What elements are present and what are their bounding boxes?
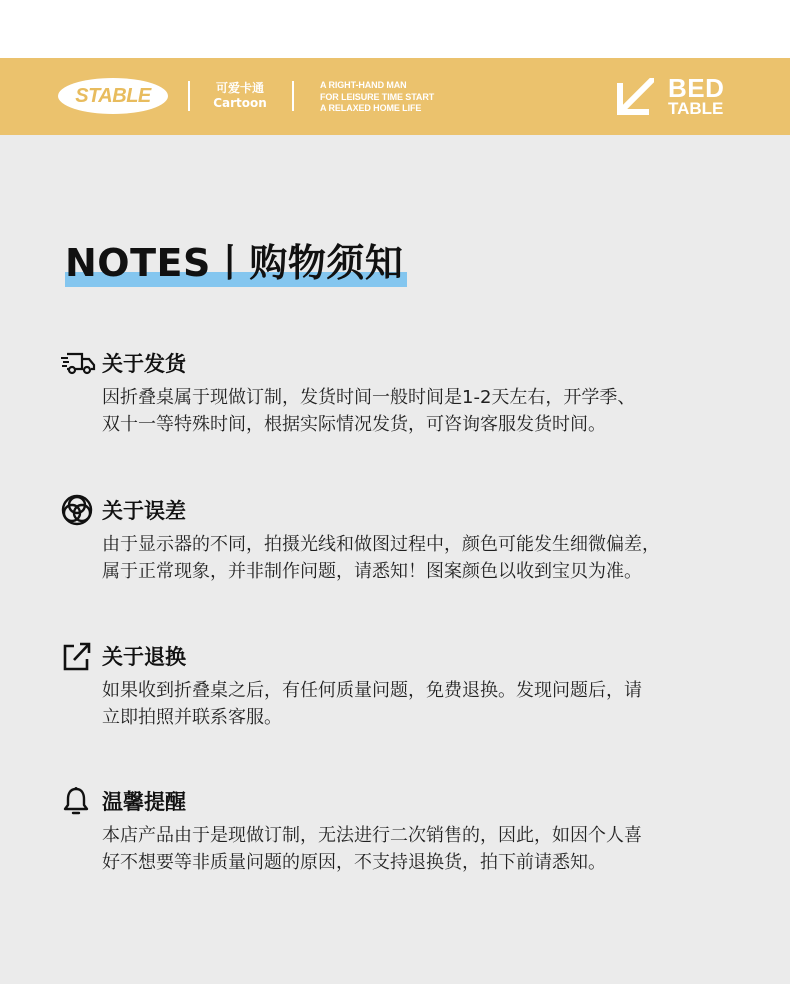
arrow-down-left-icon bbox=[616, 78, 654, 116]
body-line: 双十一等特殊时间，根据实际情况发货，可咨询客服发货时间。 bbox=[102, 414, 606, 435]
stable-logo bbox=[58, 78, 168, 114]
section-title: 关于误差 bbox=[102, 499, 186, 523]
body-line: 因折叠桌属于现做订制，发货时间一般时间是1-2天左右，开学季、 bbox=[102, 387, 636, 408]
product-name-line2: TABLE bbox=[668, 99, 724, 118]
brand-banner bbox=[0, 58, 790, 135]
section-title: 关于退换 bbox=[102, 645, 186, 669]
section-title: 关于发货 bbox=[102, 352, 186, 376]
delivery-truck-icon bbox=[60, 348, 96, 378]
divider bbox=[292, 81, 294, 111]
body-line: 好不想要等非质量问题的原因，不支持退换货，拍下前请悉知。 bbox=[102, 852, 606, 873]
slogan-line: A RELAXED HOME LIFE bbox=[320, 103, 422, 113]
body-line: 立即拍照并联系客服。 bbox=[102, 707, 282, 728]
body-line: 本店产品由于是现做订制，无法进行二次销售的，因此，如因个人喜 bbox=[102, 825, 642, 846]
divider bbox=[188, 81, 190, 111]
body-line: 由于显示器的不同，拍摄光线和做图过程中，颜色可能发生细微偏差， bbox=[102, 534, 660, 555]
logo-text: STABLE bbox=[75, 84, 151, 107]
section-body bbox=[102, 822, 760, 876]
section-shipping bbox=[60, 348, 760, 438]
slogan-line: A RIGHT-HAND MAN bbox=[320, 80, 407, 90]
page-title-text: NOTES丨购物须知 bbox=[65, 241, 404, 285]
color-circles-icon bbox=[60, 495, 96, 525]
product-name-line1: BED bbox=[668, 73, 725, 103]
section-title: 温馨提醒 bbox=[102, 790, 186, 814]
product-name bbox=[668, 73, 725, 118]
body-line: 如果收到折叠桌之后，有任何质量问题，免费退换。发现问题后，请 bbox=[102, 680, 642, 701]
section-reminder bbox=[60, 786, 760, 876]
page-title bbox=[65, 240, 403, 286]
external-link-icon bbox=[60, 641, 96, 671]
section-body bbox=[102, 531, 760, 585]
section-returns bbox=[60, 641, 760, 731]
section-body bbox=[102, 384, 760, 438]
section-body bbox=[102, 677, 760, 731]
slogan-line: FOR LEISURE TIME START bbox=[320, 91, 435, 102]
section-color-deviation bbox=[60, 495, 760, 585]
slogan bbox=[320, 80, 434, 115]
body-line: 属于正常现象，并非制作问题，请悉知！图案颜色以收到宝贝为准。 bbox=[102, 561, 642, 582]
top-margin bbox=[0, 0, 790, 58]
bell-icon bbox=[60, 786, 96, 816]
brand-name-cn: 可爱卡通 bbox=[215, 81, 264, 95]
brand-name bbox=[208, 81, 272, 111]
brand-name-en: Cartoon bbox=[213, 96, 267, 110]
